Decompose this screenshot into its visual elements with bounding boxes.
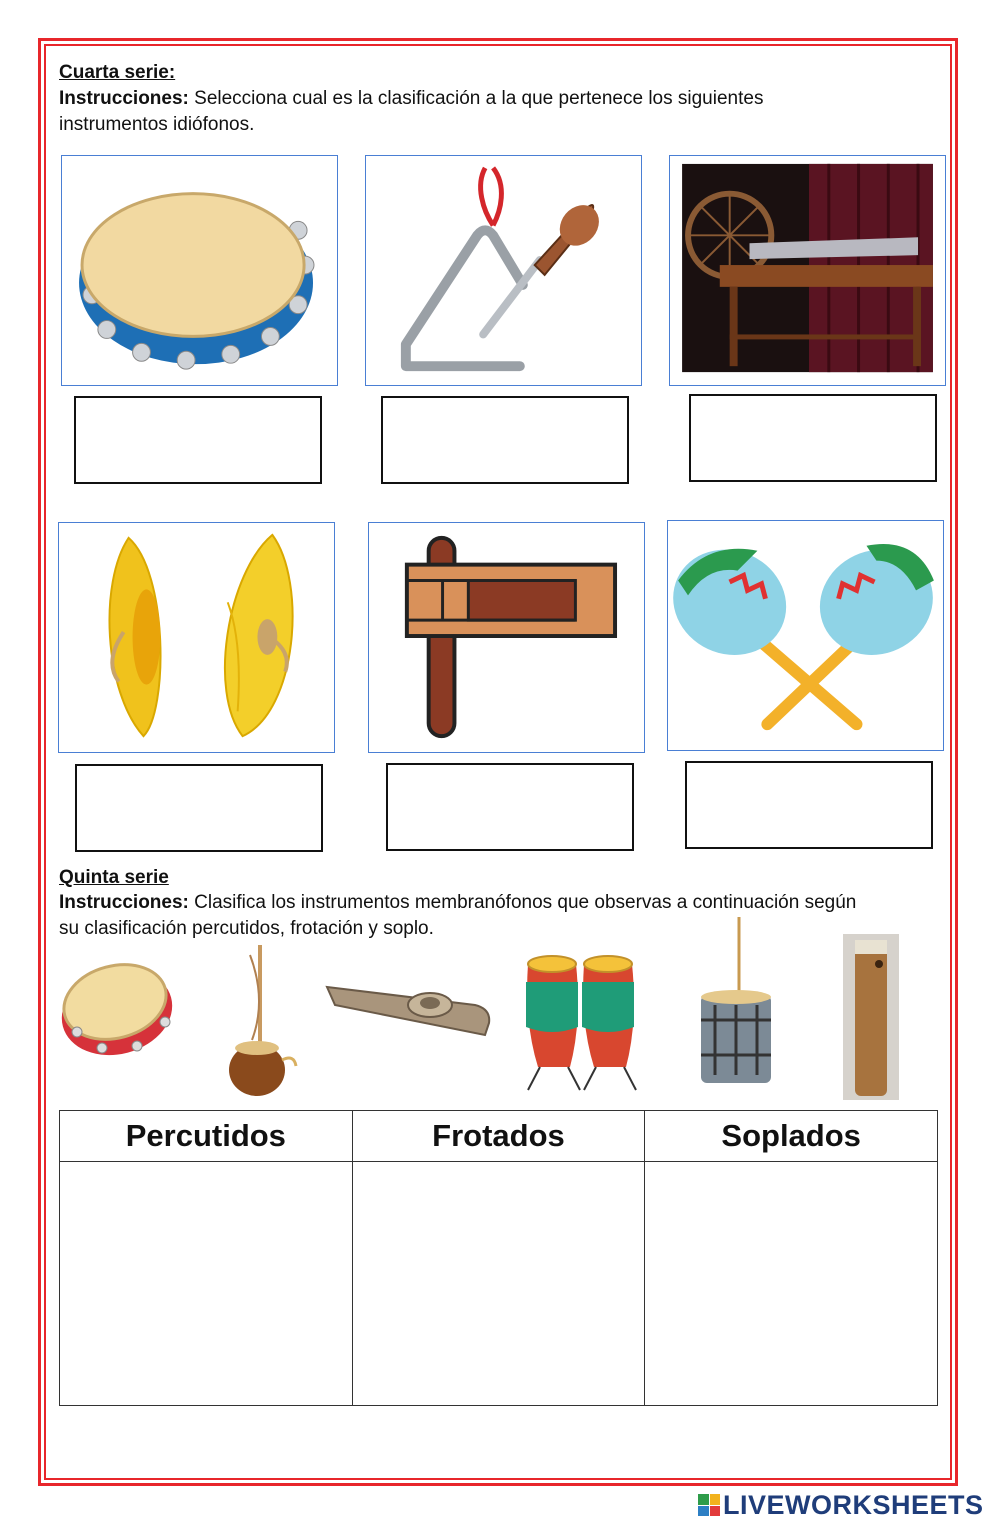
wooden-flute-icon (843, 934, 899, 1100)
glass-harmonica-icon (670, 156, 945, 385)
triangle-icon (366, 156, 641, 385)
answer-box-triangle[interactable] (381, 396, 629, 484)
kazoo-icon (325, 975, 493, 1043)
serie4-title (59, 60, 175, 86)
liveworksheets-logo (698, 1489, 984, 1521)
liveworksheets-logo-icon (698, 1494, 720, 1516)
wooden-flute-image (843, 934, 899, 1100)
liveworksheets-brand-text: LIVEWORKSHEETS (723, 1489, 984, 1520)
serie5-title (59, 865, 169, 891)
serie4-instructions (59, 86, 939, 112)
serie5-instr-label: Instrucciones: (59, 892, 189, 913)
tambourine-icon (62, 156, 337, 385)
cymbals-image (58, 522, 335, 753)
serie5-instr-text: Clasifica los instrumentos membranófonos que observas a continuación según (188, 892, 857, 913)
cymbals-icon (59, 523, 334, 752)
tambourine-small-icon (57, 950, 177, 1062)
kazoo-image (325, 975, 493, 1043)
serie4-title-text: Cuarta serie: (59, 62, 176, 83)
serie4-instr-text: Selecciona cual es la clasificación a la que pertenece los siguientes (188, 88, 764, 109)
answer-box-glass-harmonica[interactable] (689, 394, 937, 482)
friction-drum-image (222, 940, 302, 1100)
tambourine-small-image (57, 950, 177, 1062)
header-frotados: Frotados (352, 1111, 645, 1162)
string-drum-icon (695, 915, 777, 1087)
ratchet-icon (369, 523, 644, 752)
classification-table (59, 1110, 938, 1406)
serie4-instr-label: Instrucciones: (59, 88, 189, 109)
serie5-instructions-line2: su clasificación percutidos, frotación y soplo. (59, 918, 434, 939)
header-soplados: Soplados (645, 1111, 938, 1162)
answer-box-tambourine[interactable] (74, 396, 322, 484)
maracas-image (667, 520, 944, 751)
drop-zone-frotados[interactable] (352, 1162, 645, 1406)
answer-box-cymbals[interactable] (75, 764, 323, 852)
answer-box-maracas[interactable] (685, 761, 933, 849)
triangle-image (365, 155, 642, 386)
serie5-title-text: Quinta serie (59, 867, 169, 888)
friction-drum-icon (222, 940, 302, 1100)
header-percutidos: Percutidos (60, 1111, 353, 1162)
answer-box-ratchet[interactable] (386, 763, 634, 851)
glass-harmonica-image (669, 155, 946, 386)
ratchet-image (368, 522, 645, 753)
drop-zone-percutidos[interactable] (60, 1162, 353, 1406)
drop-zone-soplados[interactable] (645, 1162, 938, 1406)
maracas-icon (668, 521, 943, 750)
tambourine-image (61, 155, 338, 386)
string-drum-image (695, 915, 777, 1087)
conga-drums-image (520, 952, 642, 1094)
conga-drums-icon (520, 952, 642, 1094)
serie5-instructions (59, 890, 949, 916)
serie4-instructions-line2: instrumentos idiófonos. (59, 114, 255, 135)
